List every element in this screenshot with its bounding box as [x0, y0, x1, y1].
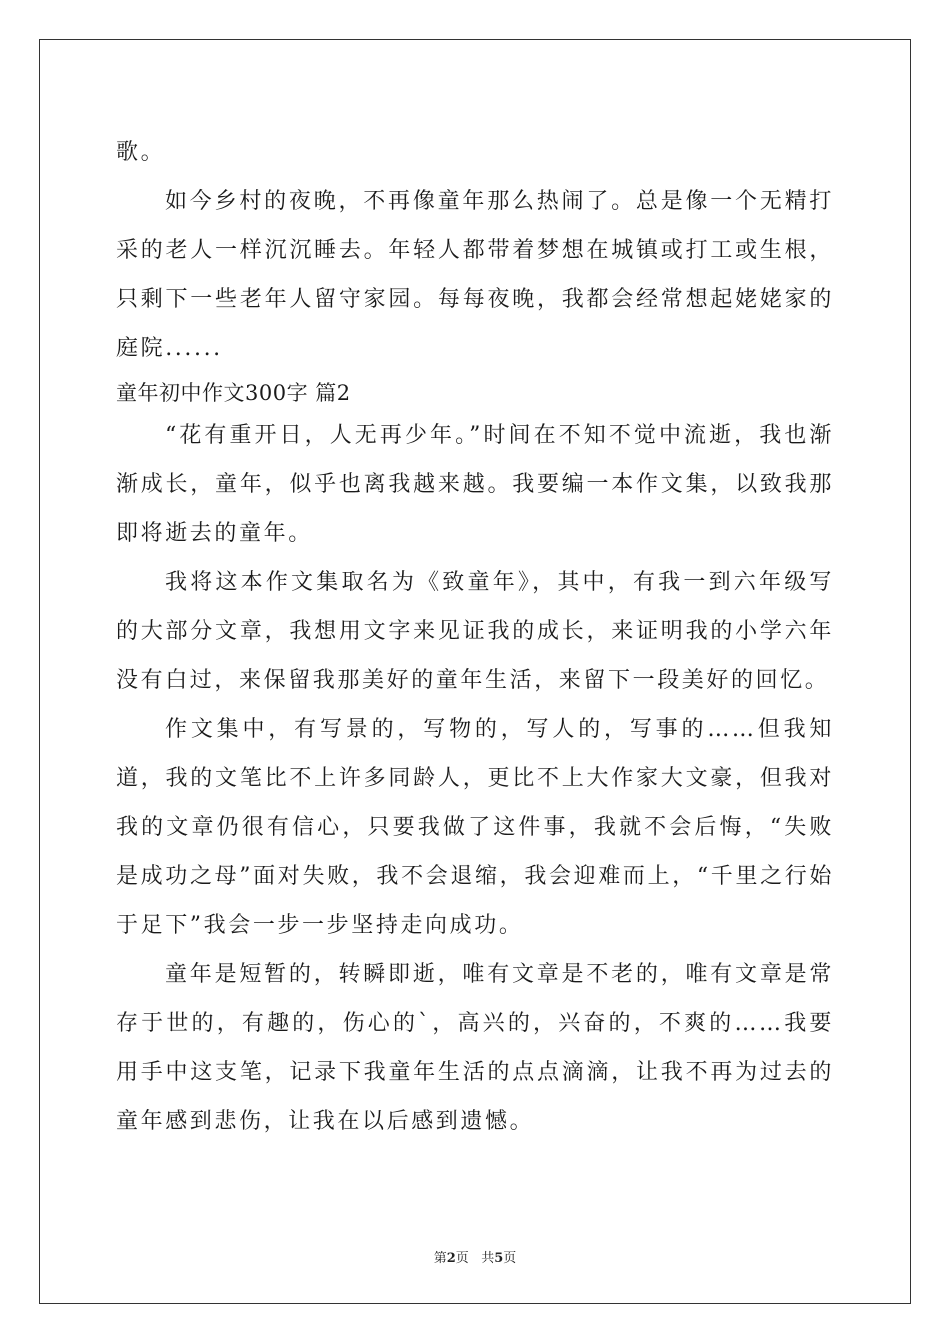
total-pages: 5 — [494, 1251, 504, 1266]
total-suffix: 页 — [503, 1251, 517, 1266]
paragraph: 作文集中，有写景的，写物的，写人的，写事的……但我知道，我的文笔比不上许多同龄人，更比不上大作家大文豪，但我对我的文章仍很有信心，只要我做了这件事，我就不会后悔，“失败是成功之母”面对失败，我不会退缩，我会迎难而上，“千里之行始于足下”我会一步一步坚持走向成功。 — [116, 717, 834, 938]
section-heading: 童年初中作文300字 篇2 — [116, 381, 351, 405]
paragraph: 童年是短暂的，转瞬即逝，唯有文章是不老的，唯有文章是常存于世的，有趣的，伤心的`，高兴的，兴奋的，不爽的……我要用手中这支笔，记录下我童年生活的点点滴滴，让我不再为过去的童年感到悲伤，让我在以后感到遗憾。 — [116, 962, 834, 1134]
total-prefix: 共 — [481, 1251, 495, 1266]
paragraph: 如今乡村的夜晚，不再像童年那么热闹了。总是像一个无精打采的老人一样沉沉睡去。年轻人都带着梦想在城镇或打工或生根，只剩下一些老年人留守家园。每每夜晚，我都会经常想起姥姥家的庭院...... — [116, 189, 834, 361]
paragraph: “花有重开日，人无再少年。”时间在不知不觉中流逝，我也渐渐成长，童年，似乎也离我越来越。我要编一本作文集，以致我那即将逝去的童年。 — [116, 423, 834, 546]
document-body — [116, 128, 834, 1146]
page-footer — [0, 1247, 950, 1266]
paragraph: 我将这本作文集取名为《致童年》，其中，有我一到六年级写的大部分文章，我想用文字来见证我的成长，来证明我的小学六年没有白过，来保留我那美好的童年生活，来留下一段美好的回忆。 — [116, 570, 834, 693]
paragraph: 歌。 — [116, 140, 166, 165]
page-prefix: 第 — [433, 1251, 447, 1266]
page-suffix: 页 — [455, 1251, 469, 1266]
page-number: 2 — [446, 1251, 456, 1266]
